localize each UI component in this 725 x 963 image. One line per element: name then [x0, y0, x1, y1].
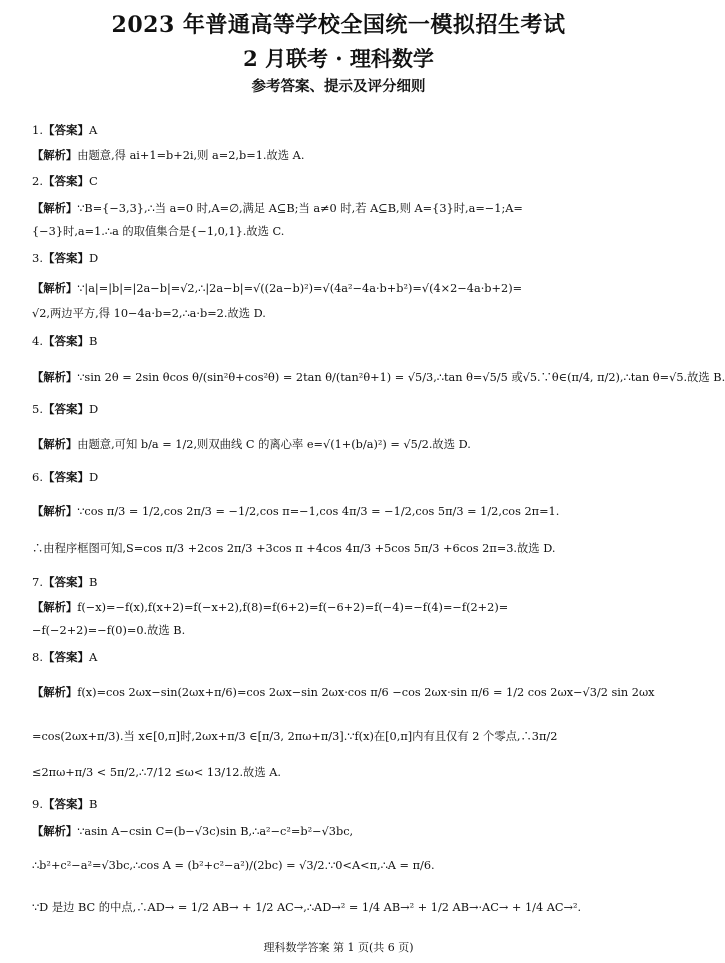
analysis-line — [32, 684, 655, 701]
analysis-text: ∵cos π/3 = 1/2,cos 2π/3 = −1/2,cos π=−1,cos 4π/3 = −1/2,cos 5π/3 = 1/2,cos 2π=1. — [77, 505, 560, 518]
analysis-line — [32, 599, 650, 616]
analysis-line — [32, 306, 650, 322]
answer-value: C — [88, 174, 98, 188]
analysis-text: ≤2πω+π/3 < 5π/2,∴7/12 ≤ω< 13/12.故选 A. — [32, 766, 281, 779]
item-number: 1. — [32, 123, 43, 137]
analysis-tag: 【解析】 — [32, 824, 78, 838]
analysis-tag: 【解析】 — [32, 148, 78, 162]
analysis-text: =cos(2ωx+π/3).当 x∈[0,π]时,2ωx+π/3 ∈[π/3, 2πω+π/3].∵f(x)在[0,π]内有且仅有 2 个零点,∴3π/2 — [32, 730, 558, 743]
analysis-tag: 【解析】 — [32, 370, 78, 384]
item-number: 4. — [32, 334, 43, 348]
analysis-line — [32, 729, 650, 745]
answer-tag: 【答案】 — [42, 174, 89, 188]
analysis-text: 由题意,可知 b/a = 1/2,则双曲线 C 的离心率 e=√(1+(b/a)²) = √5/2.故选 D. — [77, 438, 471, 451]
answer-value: A — [88, 123, 98, 137]
answer-tag: 【答案】 — [42, 123, 89, 137]
analysis-text: ∵|a|=|b|=|2a−b|=√2,∴|2a−b|=√((2a−b)²)=√(4a²−4a·b+b²)=√(4×2−4a·b+2)= — [77, 282, 523, 295]
item-number: 9. — [32, 797, 43, 811]
analysis-tag: 【解析】 — [32, 685, 78, 699]
analysis-text: ∴由程序框图可知,S=cos π/3 +2cos 2π/3 +3cos π +4cos 4π/3 +5cos 5π/3 +6cos 2π=3.故选 D. — [32, 542, 556, 555]
analysis-text: −f(−2+2)=−f(0)=0.故选 B. — [32, 624, 186, 637]
analysis-text: ∴b²+c²−a²=√3bc,∴cos A = (b²+c²−a²)/(2bc) = √3/2.∵0<A<π,∴A = π/6. — [32, 859, 435, 872]
answer-line-6 — [32, 469, 650, 485]
page-footer: 理科数学答案 第 1 页(共 6 页) — [263, 941, 414, 954]
answer-value: D — [88, 470, 99, 484]
answer-line-9 — [32, 796, 650, 812]
answer-value: A — [88, 650, 98, 664]
analysis-tag: 【解析】 — [32, 201, 78, 215]
analysis-line — [32, 200, 650, 217]
exam-subtitle: 2 月联考 · 理科数学 — [243, 46, 434, 71]
analysis-text: ∵B={−3,3},∴当 a=0 时,A=∅,满足 A⊆B;当 a≠0 时,若 A⊆B,则 A={3}时,a=−1;A= — [77, 202, 523, 215]
answer-line-5 — [32, 401, 650, 417]
analysis-tag: 【解析】 — [32, 281, 78, 295]
answer-tag: 【答案】 — [42, 402, 89, 416]
analysis-tag: 【解析】 — [32, 437, 78, 451]
answer-value: B — [88, 797, 98, 811]
answer-value: D — [88, 402, 99, 416]
analysis-text: √2,两边平方,得 10−4a·b=2,∴a·b=2.故选 D. — [32, 307, 266, 320]
analysis-text: f(x)=cos 2ωx−sin(2ωx+π/6)=cos 2ωx−sin 2ωx·cos π/6 −cos 2ωx·sin π/6 = 1/2 cos 2ωx−√3/2 sin 2ωx — [77, 686, 655, 699]
analysis-line — [32, 436, 650, 453]
answer-line-7 — [32, 574, 650, 590]
answer-value: D — [88, 251, 99, 265]
answer-heading: 参考答案、提示及评分细则 — [251, 78, 426, 95]
analysis-line — [32, 147, 650, 164]
answer-tag: 【答案】 — [42, 575, 89, 589]
item-number: 2. — [32, 174, 43, 188]
analysis-text: {−3}时,a=1.∴a 的取值集合是{−1,0,1}.故选 C. — [32, 225, 285, 238]
answer-tag: 【答案】 — [42, 650, 89, 664]
analysis-text: ∵asin A−csin C=(b−√3c)sin B,∴a²−c²=b²−√3bc, — [77, 825, 354, 838]
answer-line-1 — [32, 122, 650, 138]
answer-tag: 【答案】 — [42, 470, 89, 484]
answer-value: B — [88, 575, 98, 589]
item-number: 5. — [32, 402, 43, 416]
item-number: 3. — [32, 251, 43, 265]
analysis-text: ∵D 是边 BC 的中点,∴AD→ = 1/2 AB→ + 1/2 AC→,∴AD→² = 1/4 AB→² + 1/2 AB→·AC→ + 1/4 AC→². — [32, 901, 582, 914]
analysis-text: ∵sin 2θ = 2sin θcos θ/(sin²θ+cos²θ) = 2tan θ/(tan²θ+1) = √5/3,∴tan θ=√5/5 或√5.∵θ∈(π/4, π/2),∴tan θ=√5.故选 B. — [77, 371, 725, 384]
answer-line-2 — [32, 173, 650, 189]
exam-title: 2023 年普通高等学校全国统一模拟招生考试 — [111, 12, 566, 38]
analysis-text: f(−x)=−f(x),f(x+2)=f(−x+2),f(8)=f(6+2)=f(−6+2)=f(−4)=−f(4)=−f(2+2)= — [77, 601, 509, 614]
analysis-line — [32, 823, 650, 840]
answer-line-3 — [32, 250, 650, 266]
item-number: 8. — [32, 650, 43, 664]
analysis-text: 由题意,得 ai+1=b+2i,则 a=2,b=1.故选 A. — [77, 149, 305, 162]
answer-tag: 【答案】 — [42, 334, 89, 348]
analysis-line — [32, 858, 650, 874]
answer-value: B — [88, 334, 98, 348]
analysis-line — [32, 541, 650, 557]
analysis-line — [32, 623, 650, 639]
answer-line-4 — [32, 333, 650, 349]
answer-tag: 【答案】 — [42, 251, 89, 265]
analysis-line — [32, 900, 650, 916]
analysis-line — [32, 765, 650, 781]
answer-tag: 【答案】 — [42, 797, 89, 811]
analysis-tag: 【解析】 — [32, 504, 78, 518]
item-number: 6. — [32, 470, 43, 484]
analysis-tag: 【解析】 — [32, 600, 78, 614]
analysis-line — [32, 280, 650, 297]
analysis-line — [32, 224, 650, 240]
item-number: 7. — [32, 575, 43, 589]
analysis-line — [32, 503, 650, 520]
answer-line-8 — [32, 649, 650, 665]
analysis-line — [32, 369, 725, 386]
